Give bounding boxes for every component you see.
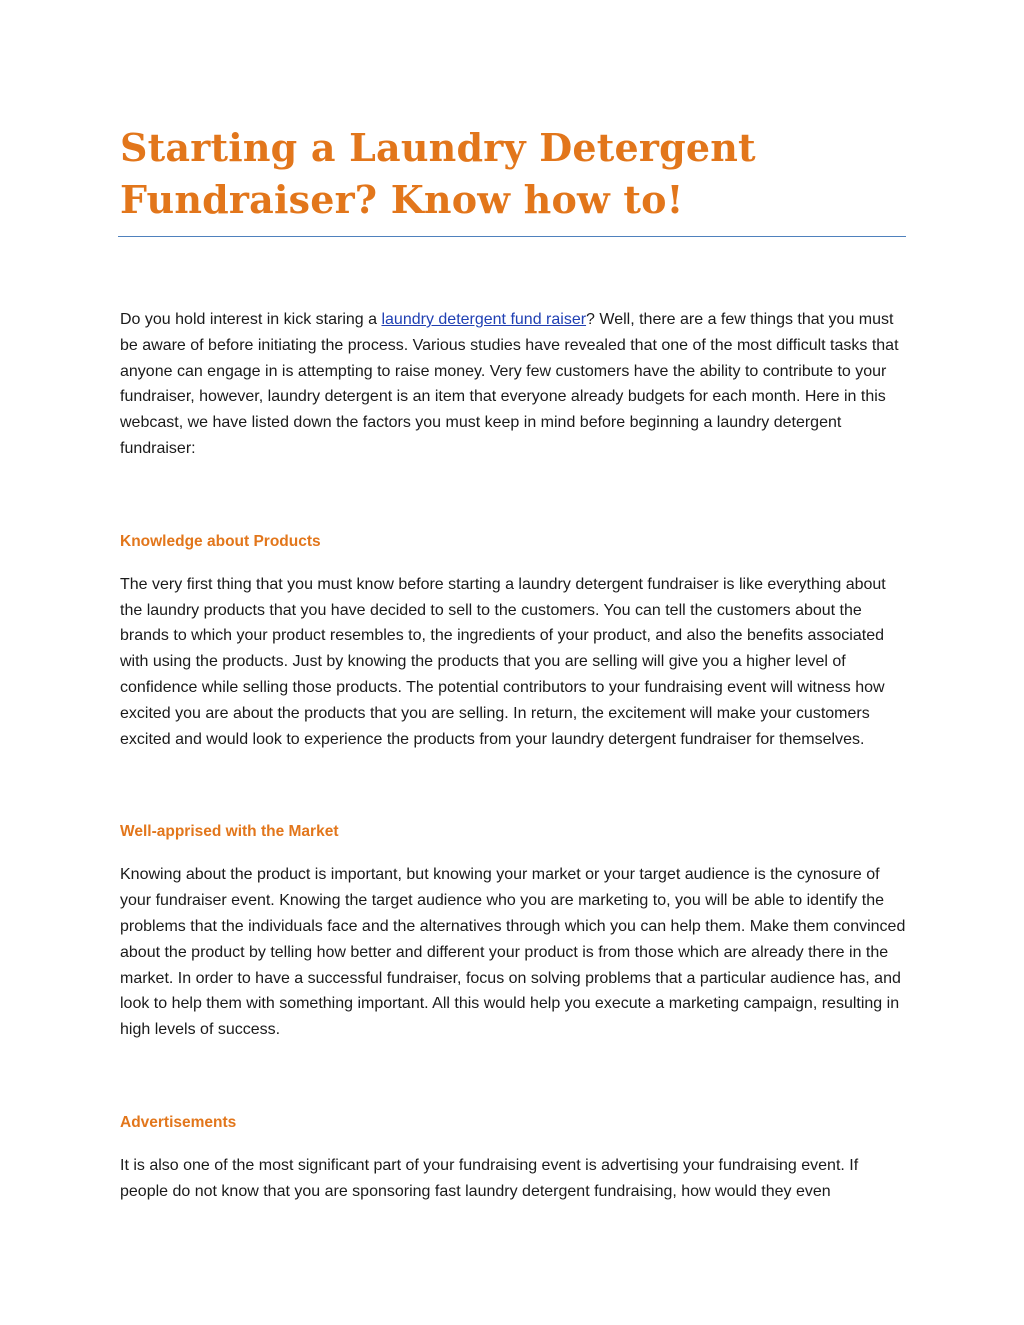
section-heading-advertisements: Advertisements xyxy=(120,1113,237,1131)
intro-text-start: Do you hold interest in kick staring a xyxy=(120,311,382,328)
section-body-well-apprised-with-market: Knowing about the product is important, but knowing your market or your target audience is the cynosure of your fundraiser event. Knowing the target audience who you are marketing to, you will be able to identify the problems that the individuals face and the alternatives through which you can help them. Make them convinced about the product by telling how better and different your product is from those which are already there in the market. In order to have a successful fundraiser, focus on solving problems that a particular audience has, and look to help them with something important. All this would help you execute a marketing campaign, resulting in high levels of success. xyxy=(120,866,906,1039)
section-body-knowledge-about-products: The very first thing that you must know before starting a laundry detergent fundraiser is like everything about the laundry products that you have decided to sell to the customers. You can tell the customers about the brands to which your product resembles to, the ingredients of your product, and also the benefits associated with using the products. Just by knowing the products that you are selling will give you a higher level of confidence while selling those products. The potential contributors to your fundraising event will witness how excited you are about the products that you are selling. In return, the excitement will make your customers excited and would look to experience the products from your laundry detergent fundraiser for themselves. xyxy=(120,575,886,748)
section-heading-well-apprised-with-market: Well-apprised with the Market xyxy=(120,823,339,841)
section-heading-knowledge-about-products: Knowledge about Products xyxy=(120,532,321,550)
laundry-detergent-fundraiser-link[interactable]: laundry detergent fund raiser xyxy=(381,311,587,328)
document-title: Starting a Laundry Detergent Fundraiser? Know how to! xyxy=(120,125,756,222)
intro-paragraph xyxy=(120,307,906,462)
section-body-advertisements: It is also one of the most significant part of your fundraising event is advertising your fundraising event. If people do not know that you are sponsoring fast laundry detergent fundraising, how would they even xyxy=(120,1156,859,1200)
title-divider xyxy=(118,236,906,237)
intro-text-end: ? Well, there are a few things that you must be aware of before initiating the process. Various studies have revealed that one of the most difficult tasks that anyone can engage in is attempting to raise money. Very few customers have the ability to contribute to your fundraiser, however, laundry detergent is an item that everyone already budgets for each month. Here in this webcast, we have listed down the factors you must keep in mind before beginning a laundry detergent fundraiser: xyxy=(120,311,899,457)
document-content xyxy=(120,118,906,1205)
